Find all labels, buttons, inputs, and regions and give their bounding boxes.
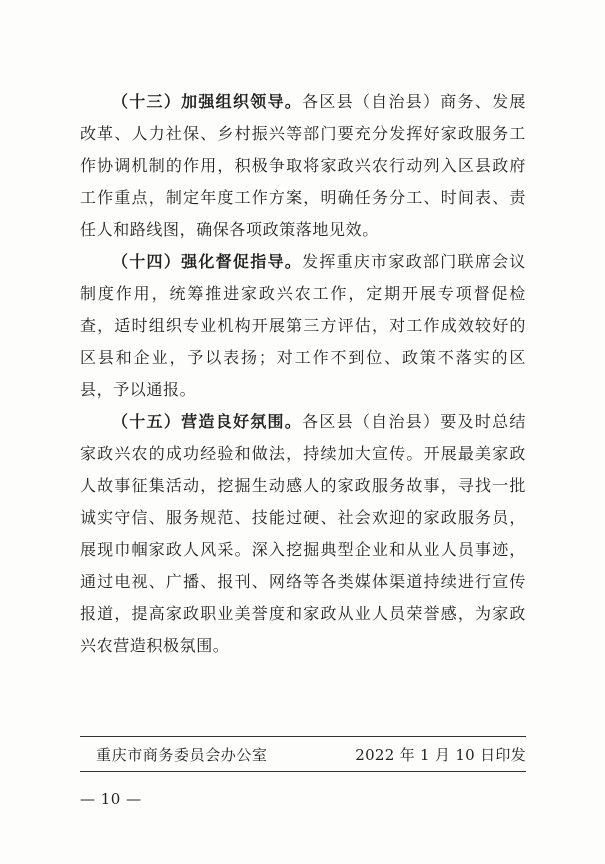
paragraph-13 bbox=[80, 86, 526, 246]
paragraph-15 bbox=[80, 406, 526, 662]
section-text-13: 各区县（自治县）商务、发展改革、人力社保、乡村振兴等部门要充分发挥好家政服务工作协调机制的作用，积极争取将家政兴农行动列入区县政府工作重点，制定年度工作方案，明确任务分工、时间表、责任人和路线图，确保各项政策落地见效。 bbox=[80, 92, 526, 239]
footer-issue-date: 2022 年 1 月 10 日印发 bbox=[355, 746, 526, 764]
paragraph-14 bbox=[80, 246, 526, 406]
section-heading-14: （十四）强化督促指导。 bbox=[112, 252, 303, 271]
page-number: — 10 — bbox=[80, 790, 142, 808]
section-text-14: 发挥重庆市家政部门联席会议制度作用，统筹推进家政兴农工作，定期开展专项督促检查，适时组织专业机构开展第三方评估，对工作成效较好的区县和企业，予以表扬；对工作不到位、政策不落实的区县，予以通报。 bbox=[80, 252, 526, 399]
section-text-15: 各区县（自治县）要及时总结家政兴农的成功经验和做法，持续加大宣传。开展最美家政人故事征集活动，挖掘生动感人的家政服务故事，寻找一批诚实守信、服务规范、技能过硬、社会欢迎的家政服务员，展现巾帼家政人风采。深入挖掘典型企业和从业人员事迹，通过电视、广播、报刊、网络等各类媒体渠道持续进行宣传报道，提高家政职业美誉度和家政从业人员荣誉感，为家政兴农营造积极氛围。 bbox=[80, 412, 526, 655]
footer-top-rule bbox=[80, 736, 526, 737]
footer-issuer: 重庆市商务委员会办公室 bbox=[96, 746, 268, 764]
footer-bottom-rule bbox=[80, 771, 526, 772]
document-body bbox=[80, 86, 526, 662]
section-heading-15: （十五）营造良好氛围。 bbox=[112, 412, 303, 431]
section-heading-13: （十三）加强组织领导。 bbox=[112, 92, 303, 111]
